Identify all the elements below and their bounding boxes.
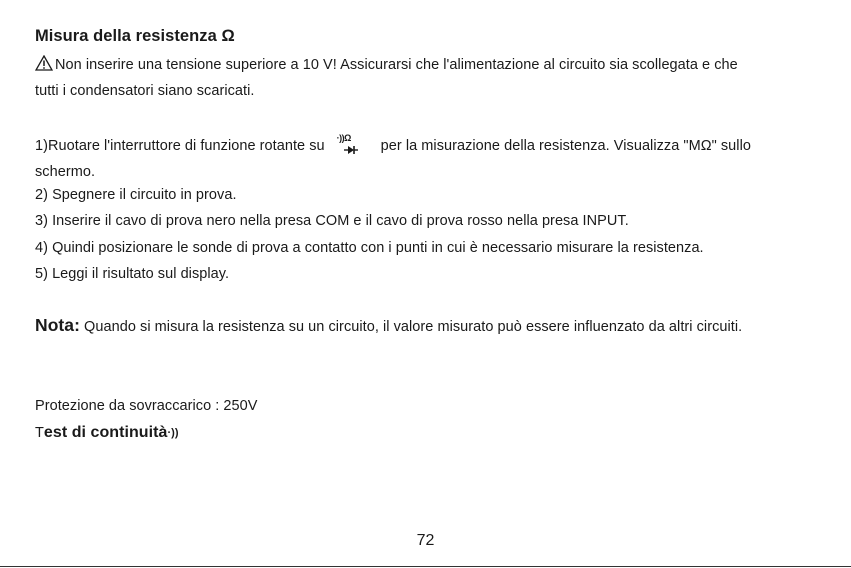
bottom-divider (0, 566, 851, 567)
warning-line-1 (35, 55, 738, 73)
warning-triangle-icon (35, 55, 53, 71)
section-heading: Misura della resistenza Ω (35, 27, 235, 45)
continuity-beeper-icon: ·)) (167, 427, 179, 439)
step-1-text-after: per la misurazione della resistenza. Visualizza "MΩ" sullo (380, 138, 751, 154)
note-text: Quando si misura la resistenza su un circuito, il valore misurato può essere influenzato da altri circuiti. (79, 319, 743, 335)
note-line (35, 315, 742, 336)
page-number: 72 (416, 532, 435, 549)
continuity-prefix: T (35, 425, 44, 441)
step-2: 2) Spegnere il circuito in prova. (35, 187, 237, 203)
continuity-ohm-symbol: ·))Ω (336, 133, 351, 143)
overload-protection: Protezione da sovraccarico : 250V (35, 398, 258, 414)
warning-text-1: Non inserire una tensione superiore a 10 V! Assicurarsi che l'alimentazione al circuito sia scollegata e che (55, 57, 738, 73)
diode-icon (344, 145, 360, 155)
step-4: 4) Quindi posizionare le sonde di prova a contatto con i punti in cui è necessario misurare la resistenza. (35, 240, 704, 256)
continuity-label: est di continuità (43, 424, 168, 441)
continuity-heading (35, 424, 179, 442)
step-1 (35, 133, 751, 158)
step-1-text-before: 1)Ruotare l'interruttore di funzione rotante su (35, 138, 325, 154)
step-3: 3) Inserire il cavo di prova nero nella presa COM e il cavo di prova rosso nella presa INPUT. (35, 213, 629, 229)
step-5: 5) Leggi il risultato sul display. (35, 266, 230, 282)
resistance-continuity-diode-icon (331, 133, 375, 158)
note-label: Nota: (35, 315, 80, 335)
step-1-line-2: schermo. (35, 164, 96, 180)
warning-line-2: tutti i condensatori siano scaricati. (35, 83, 255, 99)
